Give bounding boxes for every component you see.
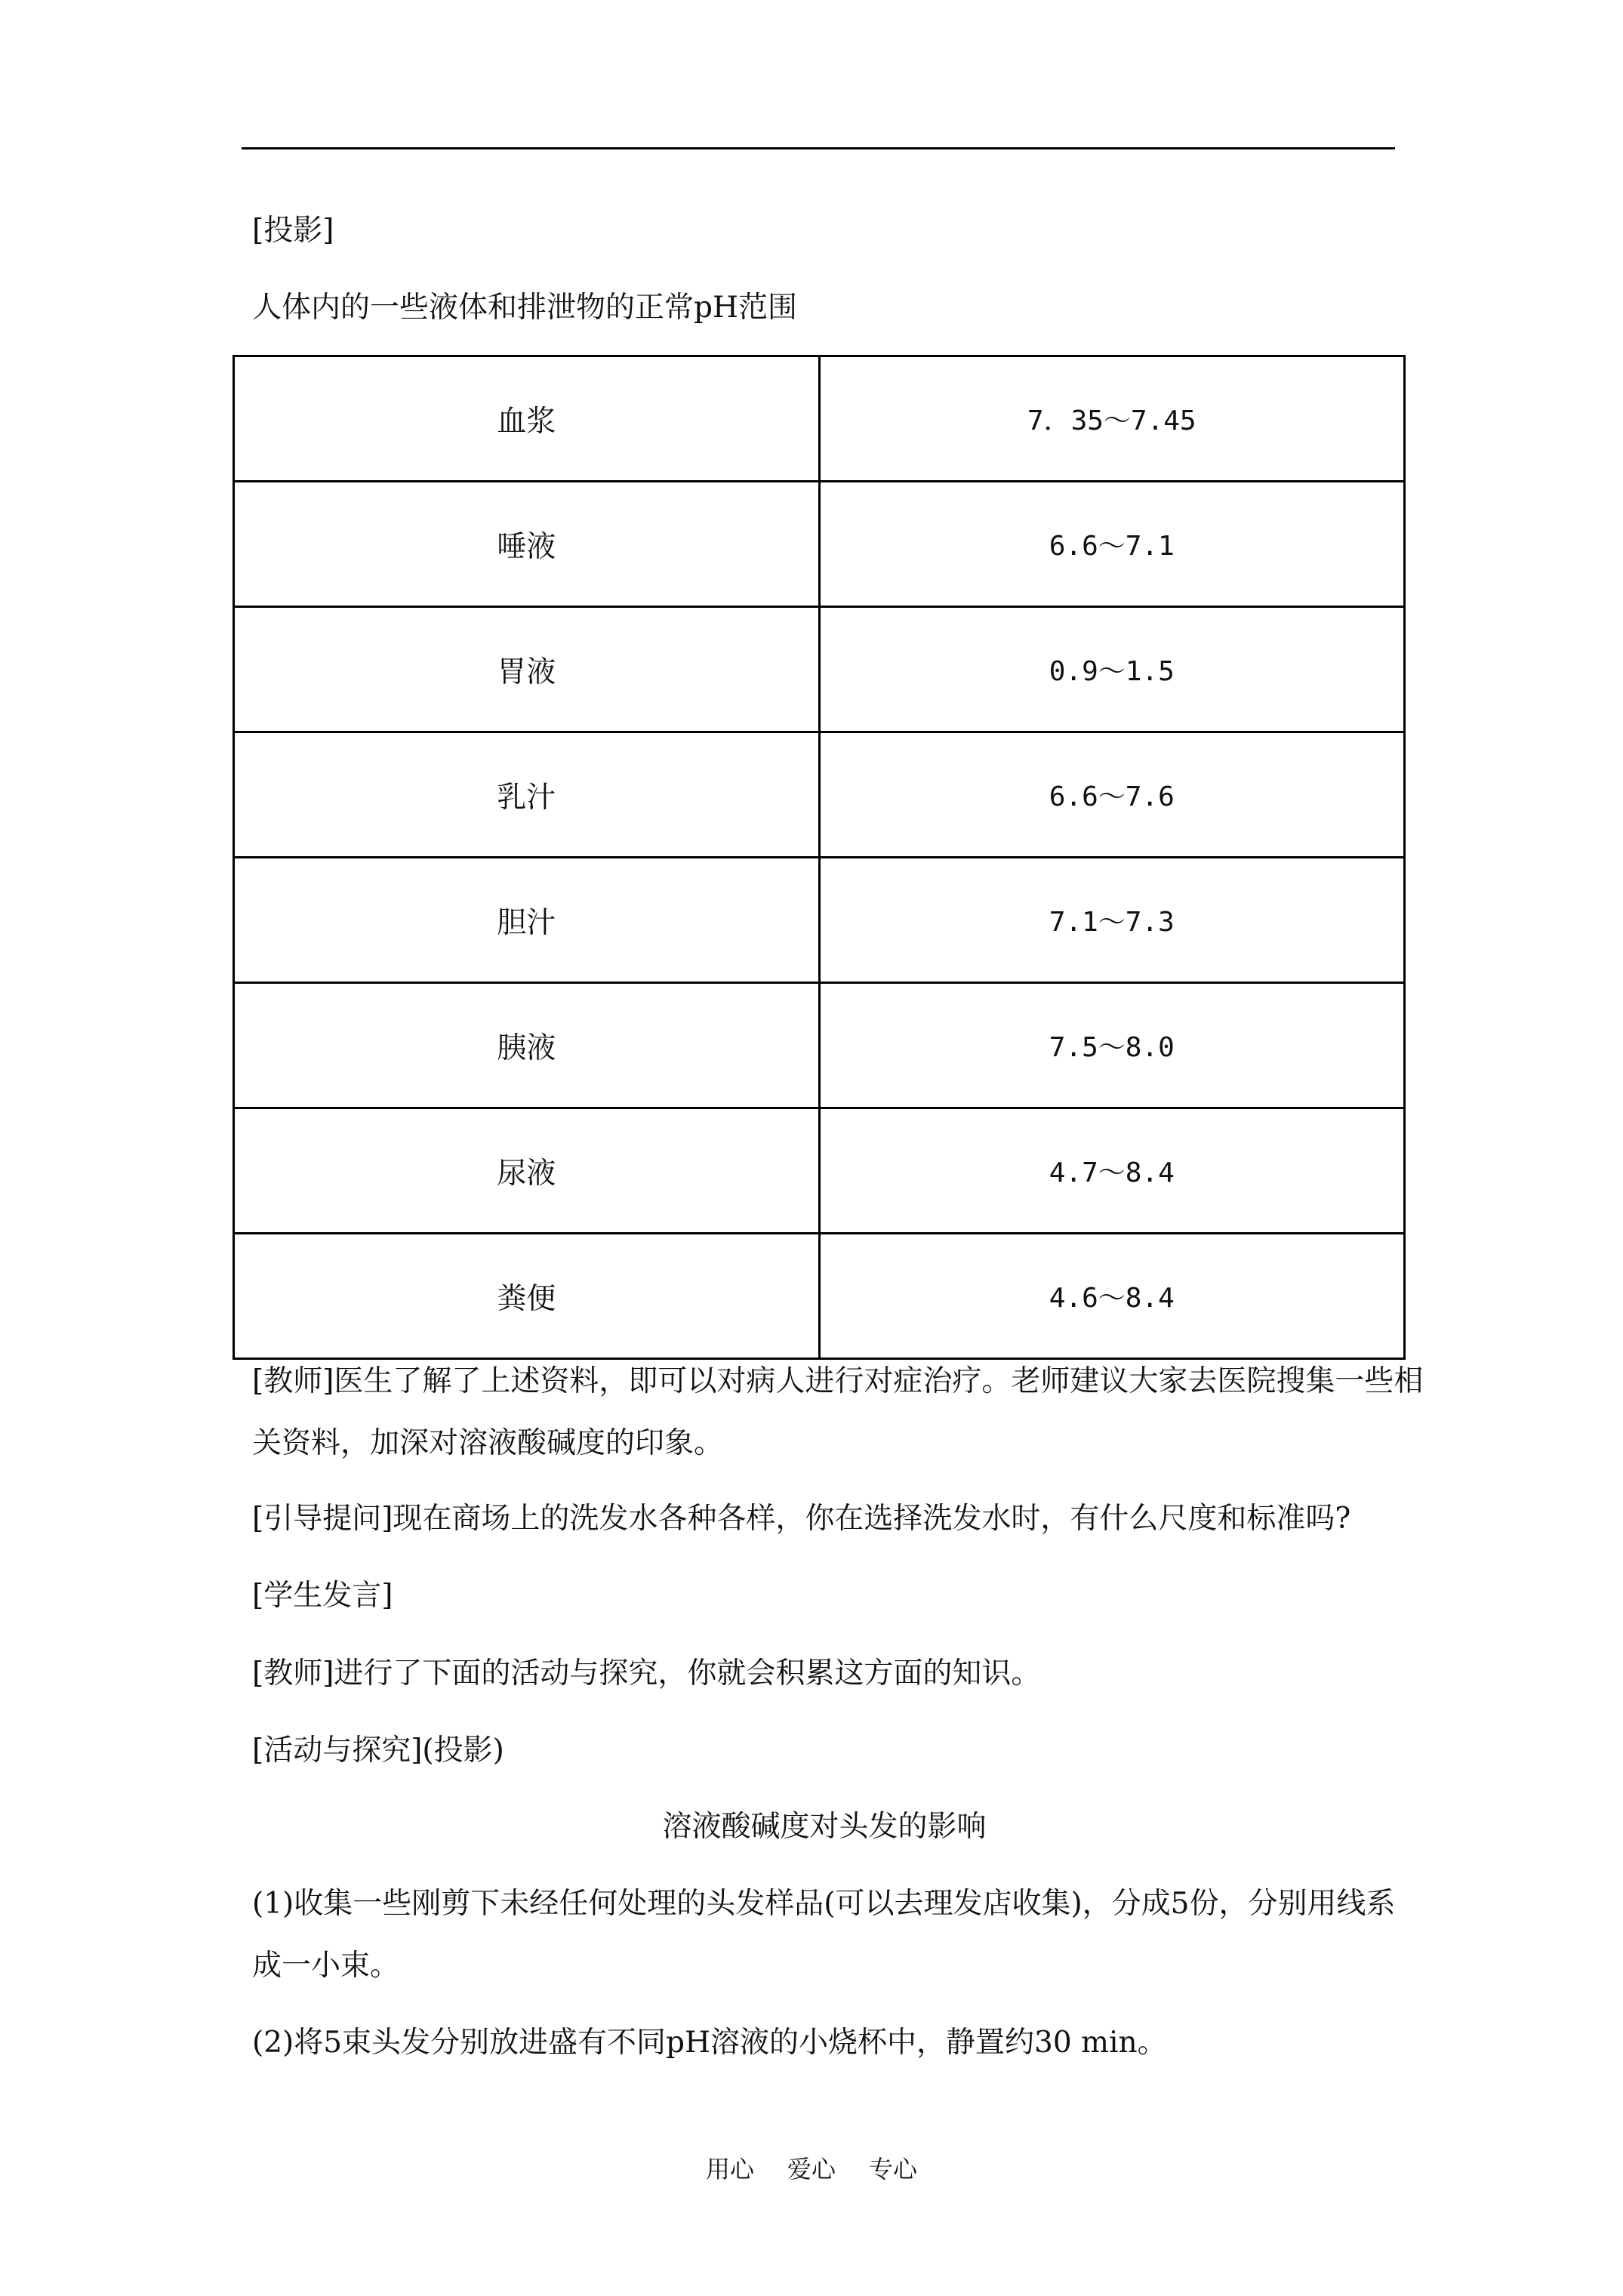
fluid-name-cell: 胆汁 [234, 858, 820, 983]
page-footer [0, 2150, 1623, 2185]
guiding-question: [引导提问]现在商场上的洗发水各种各样，你在选择洗发水时，有什么尺度和标准吗? [252, 1502, 1351, 1536]
fluid-name-cell: 胃液 [234, 607, 820, 732]
ph-range-cell: 6.6～7.6 [819, 732, 1405, 858]
step-2: (2)将5束头发分别放进盛有不同pH溶液的小烧杯中，静置约30 min。 [252, 2026, 1167, 2060]
fluid-name-cell: 尿液 [234, 1108, 820, 1234]
footer-word-1: 用心 [705, 2155, 754, 2184]
ph-range-table [233, 355, 1406, 1360]
fluid-name-cell: 唾液 [234, 482, 820, 607]
ph-range-cell: 6.6～7.1 [819, 482, 1405, 607]
ph-range-cell: 7.1～7.3 [819, 858, 1405, 983]
table-row [234, 356, 1405, 482]
table-row [234, 732, 1405, 858]
step-1-line-2: 成一小束。 [252, 1949, 400, 1983]
footer-word-2: 爱心 [787, 2155, 836, 2184]
table-row [234, 1108, 1405, 1234]
projection-tag: [投影] [252, 214, 334, 248]
footer-word-3: 专心 [869, 2155, 918, 2184]
ph-range-cell: 7．35～7.45 [819, 356, 1405, 482]
teacher-paragraph-1-line-1: [教师]医生了解了上述资料，即可以对病人进行对症治疗。老师建议大家去医院搜集一些相 [252, 1364, 1424, 1398]
table-row [234, 607, 1405, 732]
ph-range-cell: 4.7～8.4 [819, 1108, 1405, 1234]
header-rule [242, 147, 1395, 149]
teacher-paragraph-1-line-2: 关资料，加深对溶液酸碱度的印象。 [252, 1426, 724, 1460]
table-row [234, 983, 1405, 1108]
table-title: 人体内的一些液体和排泄物的正常pH范围 [252, 291, 797, 325]
student-speech: [学生发言] [252, 1579, 393, 1613]
teacher-paragraph-2: [教师]进行了下面的活动与探究，你就会积累这方面的知识。 [252, 1657, 1041, 1690]
ph-range-cell: 4.6～8.4 [819, 1234, 1405, 1359]
table-row [234, 858, 1405, 983]
fluid-name-cell: 胰液 [234, 983, 820, 1108]
table-row [234, 1234, 1405, 1359]
fluid-name-cell: 血浆 [234, 356, 820, 482]
step-1-line-1: (1)收集一些刚剪下未经任何处理的头发样品(可以去理发店收集)，分成5份，分别用线系 [252, 1887, 1396, 1921]
ph-range-cell: 0.9～1.5 [819, 607, 1405, 732]
activity-title: 溶液酸碱度对头发的影响 [662, 1810, 987, 1844]
ph-range-cell: 7.5～8.0 [819, 983, 1405, 1108]
fluid-name-cell: 粪便 [234, 1234, 820, 1359]
table-row [234, 482, 1405, 607]
fluid-name-cell: 乳汁 [234, 732, 820, 858]
activity-heading: [活动与探究](投影) [252, 1734, 504, 1767]
